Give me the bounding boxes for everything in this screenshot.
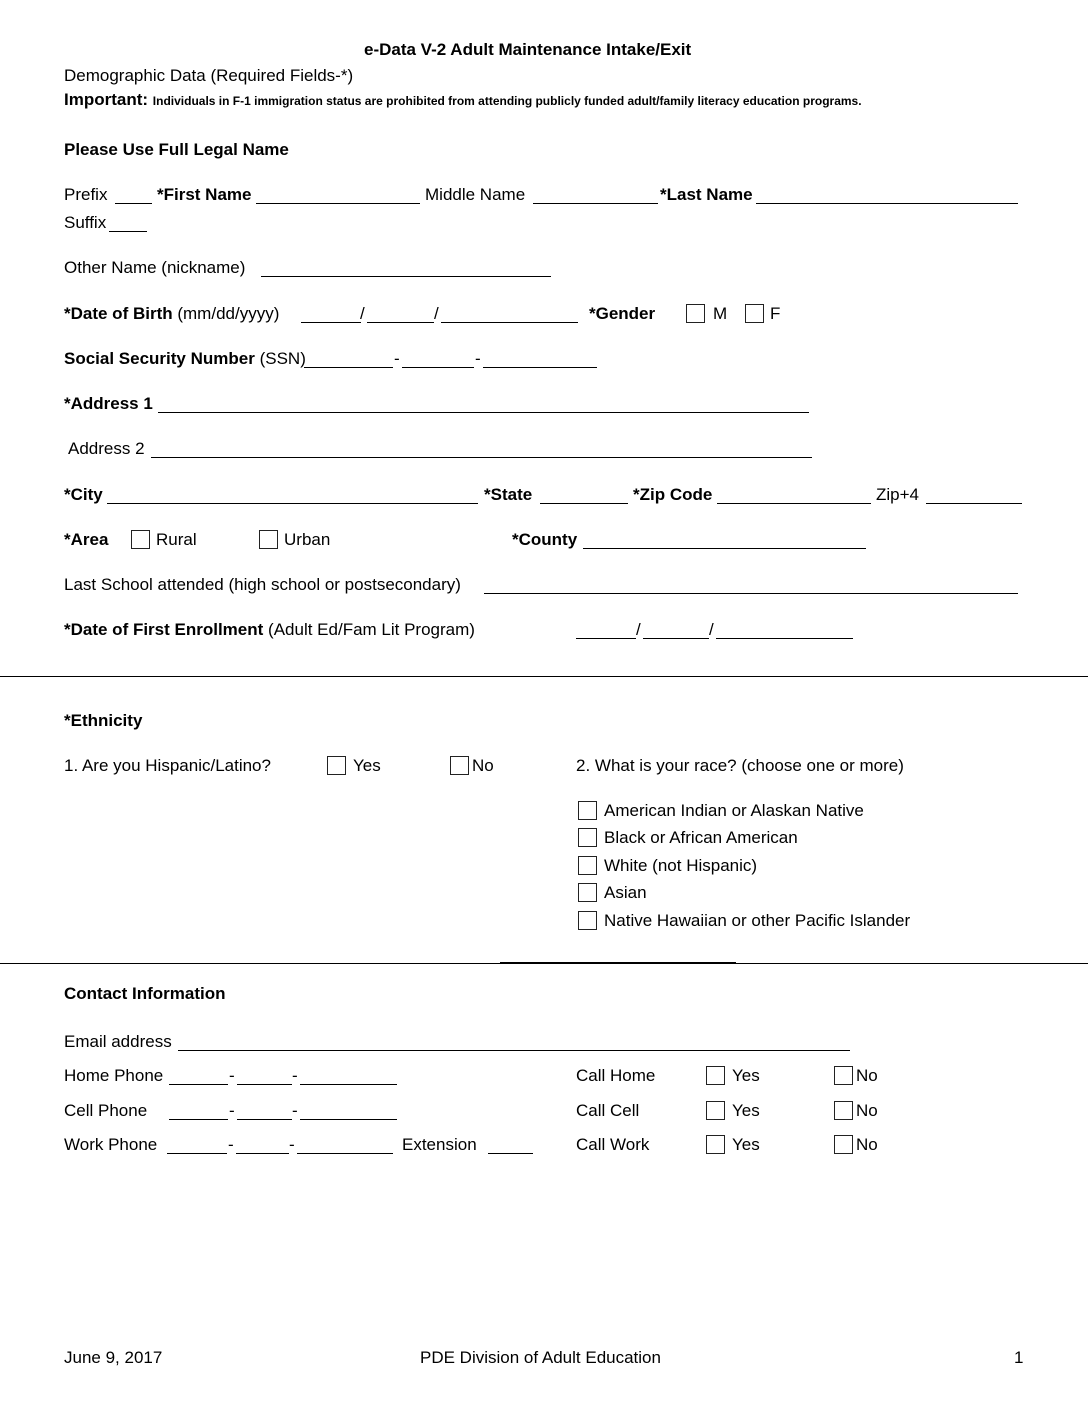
phone-dash: - — [229, 1066, 235, 1085]
address2-field[interactable] — [151, 457, 812, 458]
section-divider-2 — [0, 963, 1088, 964]
address2-label: Address 2 — [68, 439, 145, 458]
zip-field[interactable] — [717, 503, 871, 504]
dob-month-field[interactable] — [301, 322, 361, 323]
dob-year-field[interactable] — [441, 322, 578, 323]
dob-format: (mm/dd/yyyy) — [177, 304, 280, 323]
suffix-field[interactable] — [109, 231, 147, 232]
dob-slash-2: / — [434, 304, 439, 323]
home-phone-line-field[interactable] — [300, 1084, 397, 1085]
last-school-field[interactable] — [484, 593, 1018, 594]
race-checkbox[interactable] — [578, 911, 597, 930]
cell-phone-area-field[interactable] — [169, 1119, 228, 1120]
footer-org: PDE Division of Adult Education — [420, 1348, 661, 1367]
section-divider-accent — [500, 962, 736, 963]
race-label: Native Hawaiian or other Pacific Islander — [604, 911, 911, 930]
race-checkbox[interactable] — [578, 828, 597, 847]
hispanic-no-label: No — [472, 756, 494, 775]
other-name-field[interactable] — [261, 276, 551, 277]
subtitle: Demographic Data (Required Fields-*) — [64, 66, 354, 85]
zip4-field[interactable] — [926, 503, 1022, 504]
ethnicity-heading: *Ethnicity — [64, 711, 143, 730]
area-rural-label: Rural — [156, 530, 197, 549]
county-field[interactable] — [583, 548, 866, 549]
work-phone-line-field[interactable] — [297, 1153, 393, 1154]
call-home-yes-label: Yes — [732, 1066, 760, 1085]
hispanic-yes-label: Yes — [353, 756, 381, 775]
middle-name-label: Middle Name — [425, 185, 526, 204]
work-phone-label: Work Phone — [64, 1135, 158, 1154]
call-work-no-label: No — [856, 1135, 878, 1154]
email-label: Email address — [64, 1032, 172, 1051]
zip4-label: Zip+4 — [876, 485, 919, 504]
prefix-field[interactable] — [115, 203, 152, 204]
ssn-dash-2: - — [475, 349, 481, 368]
call-cell-yes-checkbox[interactable] — [706, 1101, 725, 1120]
area-label: *Area — [64, 530, 109, 549]
enroll-month-field[interactable] — [576, 638, 636, 639]
call-cell-label: Call Cell — [576, 1101, 640, 1120]
address1-label: *Address 1 — [64, 394, 153, 413]
call-work-yes-label: Yes — [732, 1135, 760, 1154]
gender-m-label: M — [713, 304, 728, 323]
home-phone-label: Home Phone — [64, 1066, 164, 1085]
prefix-label: Prefix — [64, 185, 108, 204]
race-checkbox[interactable] — [578, 883, 597, 902]
hispanic-no-checkbox[interactable] — [450, 756, 469, 775]
extension-field[interactable] — [488, 1153, 533, 1154]
hispanic-question: 1. Are you Hispanic/Latino? — [64, 756, 271, 775]
call-home-no-checkbox[interactable] — [834, 1066, 853, 1085]
ssn-dash-1: - — [394, 349, 400, 368]
last-name-label: *Last Name — [660, 185, 753, 204]
city-label: *City — [64, 485, 103, 504]
city-field[interactable] — [107, 503, 478, 504]
extension-label: Extension — [402, 1135, 477, 1154]
ssn-part-2-field[interactable] — [402, 367, 474, 368]
call-home-no-label: No — [856, 1066, 878, 1085]
cell-phone-line-field[interactable] — [300, 1119, 397, 1120]
page-number: 1 — [1014, 1348, 1024, 1367]
race-label: Asian — [604, 883, 647, 902]
enroll-slash-1: / — [636, 620, 641, 639]
suffix-label: Suffix — [64, 213, 107, 232]
gender-f-label: F — [770, 304, 781, 323]
race-label: White (not Hispanic) — [604, 856, 758, 875]
phone-dash: - — [289, 1135, 295, 1154]
call-cell-yes-label: Yes — [732, 1101, 760, 1120]
gender-f-checkbox[interactable] — [745, 304, 764, 323]
email-field[interactable] — [178, 1050, 850, 1051]
call-home-label: Call Home — [576, 1066, 656, 1085]
work-phone-prefix-field[interactable] — [236, 1153, 289, 1154]
address1-field[interactable] — [158, 412, 809, 413]
name-heading: Please Use Full Legal Name — [64, 140, 289, 159]
dob-day-field[interactable] — [367, 322, 434, 323]
area-rural-checkbox[interactable] — [131, 530, 150, 549]
state-field[interactable] — [540, 503, 628, 504]
section-divider-1 — [0, 676, 1088, 677]
ssn-part-1-field[interactable] — [304, 367, 393, 368]
first-enroll-label-group — [64, 620, 475, 640]
state-label: *State — [484, 485, 533, 504]
race-checkbox[interactable] — [578, 801, 597, 820]
call-cell-no-checkbox[interactable] — [834, 1101, 853, 1120]
contact-heading: Contact Information — [64, 984, 226, 1003]
ssn-part-3-field[interactable] — [483, 367, 597, 368]
important-text: Individuals in F-1 immigration status are prohibited from attending publicly funded adult/family literacy education programs. — [152, 94, 862, 108]
phone-dash: - — [228, 1135, 234, 1154]
county-label: *County — [512, 530, 578, 549]
call-home-yes-checkbox[interactable] — [706, 1066, 725, 1085]
phone-dash: - — [229, 1101, 235, 1120]
race-label: Black or African American — [604, 828, 798, 847]
cell-phone-prefix-field[interactable] — [237, 1119, 292, 1120]
home-phone-area-field[interactable] — [169, 1084, 228, 1085]
first-enroll-label: *Date of First Enrollment — [64, 620, 264, 639]
race-checkbox[interactable] — [578, 856, 597, 875]
gender-m-checkbox[interactable] — [686, 304, 705, 323]
last-name-field[interactable] — [756, 203, 1018, 204]
footer-date: June 9, 2017 — [64, 1348, 163, 1367]
page-title: e-Data V-2 Adult Maintenance Intake/Exit — [364, 40, 692, 59]
race-label: American Indian or Alaskan Native — [604, 801, 864, 820]
ssn-abbr: (SSN) — [259, 349, 306, 368]
area-urban-label: Urban — [284, 530, 331, 549]
dob-label-group — [64, 304, 279, 324]
gender-label: *Gender — [589, 304, 656, 323]
middle-name-field[interactable] — [533, 203, 658, 204]
zip-label: *Zip Code — [633, 485, 713, 504]
first-name-field[interactable] — [256, 203, 420, 204]
hispanic-yes-checkbox[interactable] — [327, 756, 346, 775]
call-work-yes-checkbox[interactable] — [706, 1135, 725, 1154]
ssn-label: Social Security Number — [64, 349, 255, 368]
call-work-label: Call Work — [576, 1135, 650, 1154]
important-label: Important: — [64, 90, 149, 109]
dob-slash-1: / — [360, 304, 365, 323]
dob-label: *Date of Birth — [64, 304, 173, 323]
enroll-day-field[interactable] — [643, 638, 709, 639]
home-phone-prefix-field[interactable] — [237, 1084, 292, 1085]
area-urban-checkbox[interactable] — [259, 530, 278, 549]
other-name-label: Other Name (nickname) — [64, 258, 246, 277]
ssn-label-group — [64, 349, 306, 369]
call-work-no-checkbox[interactable] — [834, 1135, 853, 1154]
race-question: 2. What is your race? (choose one or more) — [576, 756, 904, 775]
enroll-slash-2: / — [709, 620, 714, 639]
first-enroll-note: (Adult Ed/Fam Lit Program) — [268, 620, 475, 639]
enroll-year-field[interactable] — [716, 638, 853, 639]
call-cell-no-label: No — [856, 1101, 878, 1120]
first-name-label: *First Name — [157, 185, 252, 204]
last-school-label: Last School attended (high school or postsecondary) — [64, 575, 461, 594]
cell-phone-label: Cell Phone — [64, 1101, 148, 1120]
important-notice — [64, 90, 862, 110]
phone-dash: - — [292, 1101, 298, 1120]
phone-dash: - — [292, 1066, 298, 1085]
work-phone-area-field[interactable] — [167, 1153, 227, 1154]
